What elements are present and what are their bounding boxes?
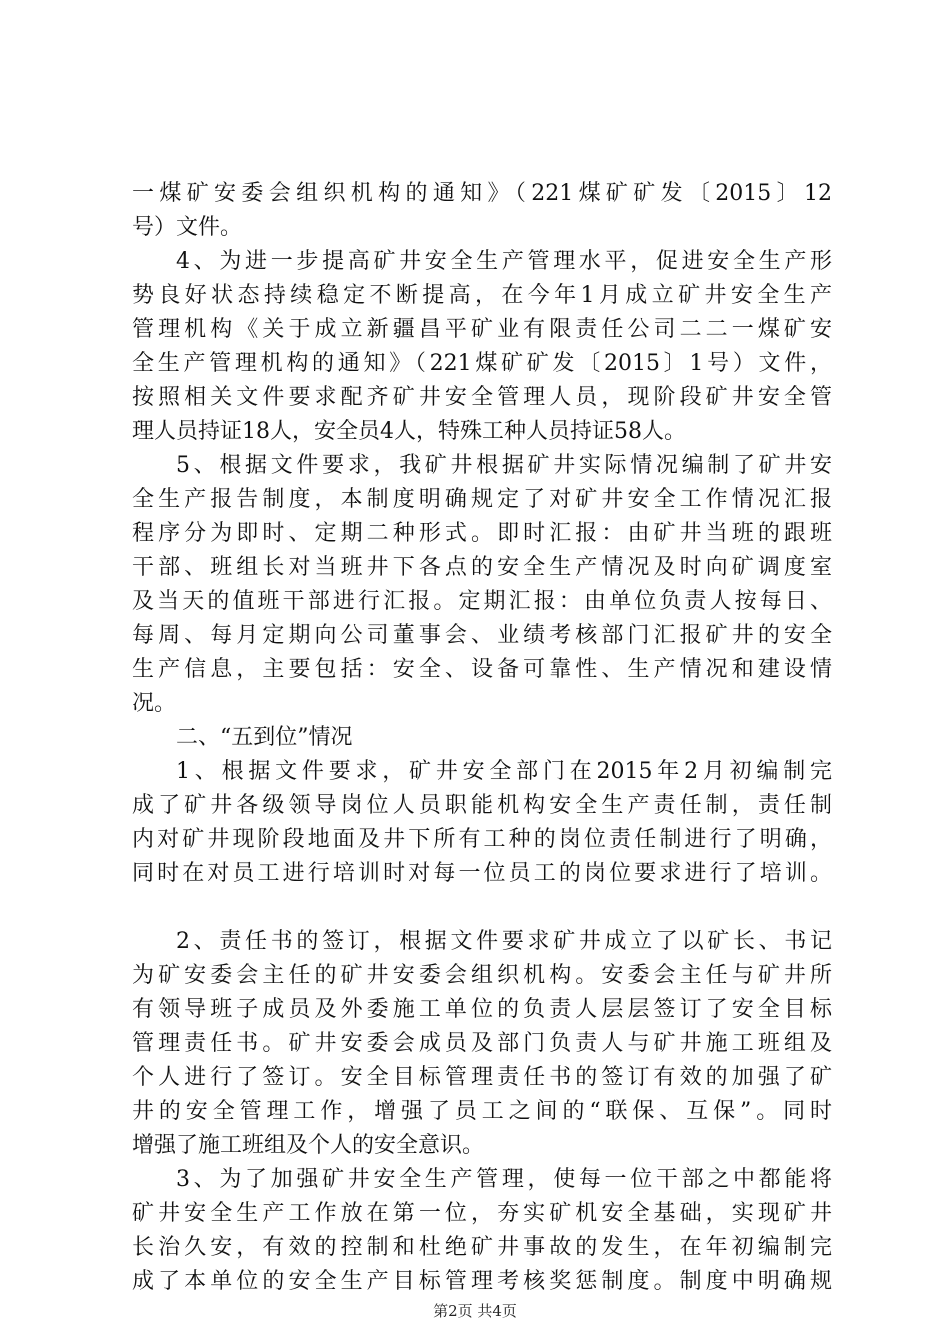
- text-line: 理人员持证18人，安全员4人，特殊工种人员持证58人。: [132, 419, 686, 444]
- text-line: 每周、每月定期向公司董事会、业绩考核部门汇报矿井的安全: [132, 623, 832, 648]
- section-heading: 二、“五到位”情况: [176, 725, 353, 750]
- text-line: 生产信息，主要包括：安全、设备可靠性、生产情况和建设情: [132, 657, 832, 682]
- text-line: 程序分为即时、定期二种形式。即时汇报：由矿井当班的跟班: [132, 521, 832, 546]
- text-line: 成了矿井各级领导岗位人员职能机构安全生产责任制，责任制: [132, 793, 832, 818]
- text-line: 为矿安委会主任的矿井安委会组织机构。安委会主任与矿井所: [132, 963, 832, 988]
- text-line: 号）文件。: [132, 215, 243, 240]
- text-line: 3、为了加强矿井安全生产管理，使每一位干部之中都能将: [176, 1167, 832, 1192]
- text-line: 2、责任书的签订，根据文件要求矿井成立了以矿长、书记: [176, 929, 832, 954]
- text-line: 况。: [132, 691, 177, 716]
- body-text: [132, 177, 832, 1299]
- text-line: 全生产报告制度，本制度明确规定了对矿井安全工作情况汇报: [132, 487, 832, 512]
- text-line: 管理机构《关于成立新疆昌平矿业有限责任公司二二一煤矿安: [132, 317, 832, 342]
- text-line: 4、为进一步提高矿井安全生产管理水平，促进安全生产形: [176, 249, 832, 274]
- text-line: 势良好状态持续稳定不断提高，在今年1月成立矿井安全生产: [132, 283, 832, 308]
- text-line: 管理责任书。矿井安委会成员及部门负责人与矿井施工班组及: [132, 1031, 832, 1056]
- text-line: 1、根据文件要求，矿井安全部门在2015年2月初编制完: [176, 759, 832, 784]
- text-line: 长治久安，有效的控制和杜绝矿井事故的发生，在年初编制完: [132, 1235, 832, 1260]
- page-footer: 第2页 共4页: [433, 1302, 517, 1320]
- paragraph-gap: [132, 891, 832, 925]
- text-line: 全生产管理机构的通知》（221煤矿矿发〔2015〕1号）文件，: [132, 351, 832, 376]
- text-line: 有领导班子成员及外委施工单位的负责人层层签订了安全目标: [132, 997, 832, 1022]
- text-line: 增强了施工班组及个人的安全意识。: [132, 1133, 485, 1158]
- text-line: 一煤矿安委会组织机构的通知》（221煤矿矿发〔2015〕12: [132, 181, 832, 206]
- text-line: 井的安全管理工作，增强了员工之间的“联保、互保”。同时: [132, 1099, 832, 1124]
- text-line: 同时在对员工进行培训时对每一位员工的岗位要求进行了培训。: [132, 861, 832, 886]
- text-line: 成了本单位的安全生产目标管理考核奖惩制度。制度中明确规: [132, 1269, 832, 1294]
- text-line: 干部、班组长对当班井下各点的安全生产情况及时向矿调度室: [132, 555, 832, 580]
- text-line: 按照相关文件要求配齐矿井安全管理人员，现阶段矿井安全管: [132, 385, 832, 410]
- text-line: 5、根据文件要求，我矿井根据矿井实际情况编制了矿井安: [176, 453, 832, 478]
- text-line: 矿井安全生产工作放在第一位，夯实矿机安全基础，实现矿井: [132, 1201, 832, 1226]
- text-line: 内对矿井现阶段地面及井下所有工种的岗位责任制进行了明确，: [132, 827, 832, 852]
- text-line: 及当天的值班干部进行汇报。定期汇报：由单位负责人按每日、: [132, 589, 832, 614]
- text-line: 个人进行了签订。安全目标管理责任书的签订有效的加强了矿: [132, 1065, 832, 1090]
